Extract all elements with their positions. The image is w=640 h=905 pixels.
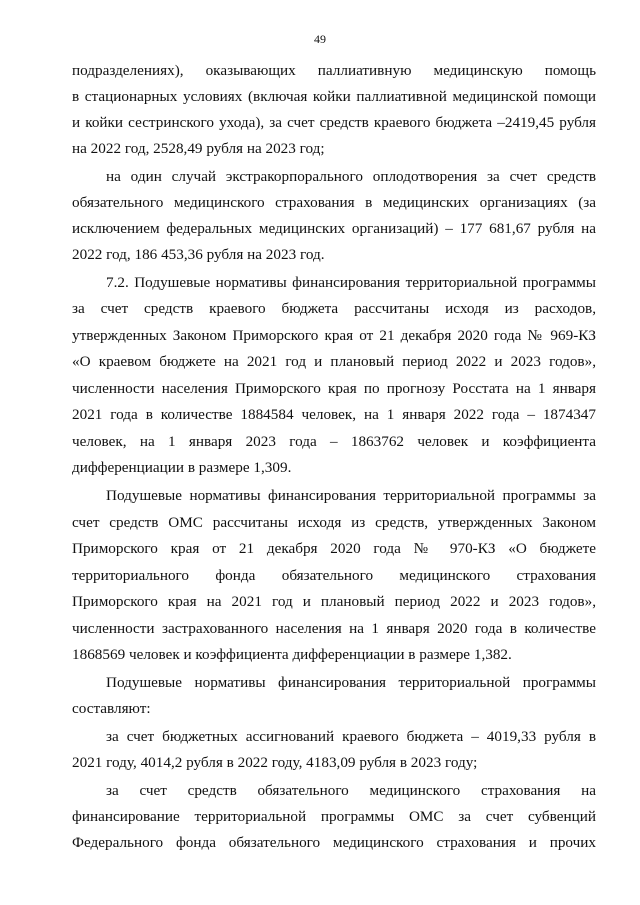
page-number: 49 bbox=[314, 32, 326, 46]
text-line: 2022 год, 186 453,36 рубля на 2023 год. bbox=[72, 246, 325, 263]
text-line: численности застрахованного населения на 1 января 2020 года в количестве bbox=[72, 620, 596, 637]
text-line: 2021 года в количестве 1884584 человек, на 1 января 2022 года – 1874347 bbox=[72, 406, 596, 423]
text-line: Федерального фонда обязательного медицинского страхования и прочих bbox=[72, 834, 596, 851]
text-line: Подушевые нормативы финансирования территориальной программы за bbox=[106, 487, 596, 504]
text-line: утвержденных Законом Приморского края от 21 декабря 2020 года № 969-КЗ bbox=[72, 327, 596, 344]
text-line: на 2022 год, 2528,49 рубля на 2023 год; bbox=[72, 140, 325, 157]
text-line: обязательного медицинского страхования в медицинских организациях (за bbox=[72, 194, 596, 211]
text-line: за счет средств обязательного медицинского страхования на bbox=[106, 782, 596, 799]
text-line: Приморского края от 21 декабря 2020 года № 970-КЗ «О бюджете bbox=[72, 540, 596, 557]
text-line: на один случай экстракорпорального оплодотворения за счет средств bbox=[106, 168, 596, 185]
text-line: в стационарных условиях (включая койки паллиативной медицинской помощи bbox=[72, 88, 596, 105]
text-line: счет средств ОМС рассчитаны исходя из средств, утвержденных Законом bbox=[72, 514, 596, 531]
text-line: составляют: bbox=[72, 700, 151, 717]
text-line: 2021 году, 4014,2 рубля в 2022 году, 4183,09 рубля в 2023 году; bbox=[72, 754, 478, 771]
text-line: численности населения Приморского края по прогнозу Росстата на 1 января bbox=[72, 380, 596, 397]
text-line: Подушевые нормативы финансирования территориальной программы bbox=[106, 674, 596, 691]
text-line: финансирование территориальной программы ОМС за счет субвенций bbox=[72, 808, 596, 825]
text-line: 7.2. Подушевые нормативы финансирования территориальной программы bbox=[106, 274, 596, 291]
text-line: «О краевом бюджете на 2021 год и плановый период 2022 и 2023 годов», bbox=[72, 353, 596, 370]
text-line: подразделениях), оказывающих паллиативную медицинскую помощь bbox=[72, 62, 596, 79]
text-line: Приморского края на 2021 год и плановый период 2022 и 2023 годов», bbox=[72, 593, 596, 610]
text-line: дифференциации в размере 1,309. bbox=[72, 459, 292, 476]
text-line: человек, на 1 января 2023 года – 1863762 человек и коэффициента bbox=[72, 433, 596, 450]
text-line: территориального фонда обязательного медицинского страхования bbox=[72, 567, 596, 584]
text-line: исключением федеральных медицинских организаций) – 177 681,67 рубля на bbox=[72, 220, 596, 237]
text-line: за счет бюджетных ассигнований краевого бюджета – 4019,33 рубля в bbox=[106, 728, 596, 745]
text-line: за счет средств краевого бюджета рассчитаны исходя из расходов, bbox=[72, 300, 596, 317]
text-line: и койки сестринского ухода), за счет средств краевого бюджета –2419,45 рубля bbox=[72, 114, 596, 131]
text-line: 1868569 человек и коэффициента дифференциации в размере 1,382. bbox=[72, 646, 512, 663]
